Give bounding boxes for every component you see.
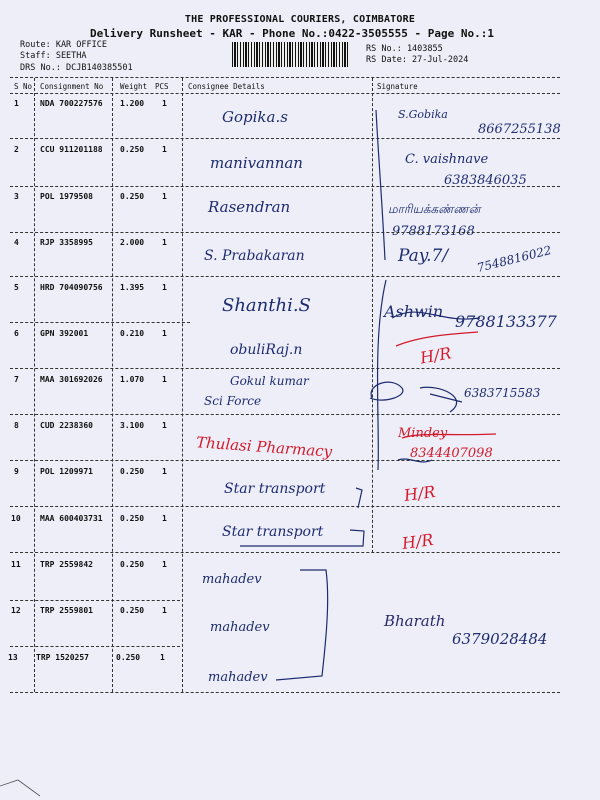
row-sno: 13 [8,653,18,662]
row-consignee: Thulasi Pharmacy [195,433,333,461]
row-signature: Ashwin [384,302,444,321]
row-pcs: 1 [162,560,167,569]
row-weight: 0.250 [120,192,145,201]
row-sno: 10 [11,514,21,523]
row-consignee: Gopika.s [222,108,288,126]
bracket-stroke [240,530,364,546]
row-pcs: 1 [162,238,167,247]
row-phone: 7548816022 [475,242,553,276]
row-signature: C. vaishnave [405,152,489,167]
row-weight: 0.250 [120,467,145,476]
col-details-header: Consignee Details [188,82,265,91]
row-consignment: MAA 301692026 [40,375,103,384]
company-title: THE PROFESSIONAL COURIERS, COIMBATORE [184,14,416,25]
row-signature: Bharath [384,612,446,630]
row-consignment: GPN 392001 [40,329,89,338]
row-phone: 8667255138 [478,122,561,137]
row-consignee: obuliRaj.n [230,342,303,358]
row-signature: Pay.7/ [398,246,449,266]
row-consignment: POL 1209971 [40,467,93,476]
row-weight: 0.250 [116,653,141,662]
row-sno: 4 [14,238,19,247]
row-pcs: 1 [162,283,167,292]
row-weight: 0.250 [120,514,145,523]
signature-margin-stroke [376,110,385,260]
row-mark: H/R [418,343,453,368]
row-consignment: TRP 1520257 [36,653,89,662]
row-consignee: manivannan [210,154,303,172]
row-signature: மாரியக்கண்ணன் [388,202,481,216]
row-sno: 8 [14,421,19,430]
row-consignee: mahadev [202,572,262,587]
row-sno: 1 [14,99,19,108]
col-pcs-header: PCS [155,82,169,91]
row-phone: 9788133377 [455,312,557,331]
row-phone: 6383715583 [464,386,541,400]
col-consignment-header: Consignment No [40,82,104,91]
row-consignee: mahadev [210,620,270,635]
row-consignment: HRD 704090756 [40,283,103,292]
row-consignment: POL 1979508 [40,192,93,201]
row-sno: 6 [14,329,19,338]
row-phone: 9788173168 [392,224,475,239]
row-pcs: 1 [160,653,165,662]
row-sno: 5 [14,283,19,292]
rs-number: RS No.: 1403855 [366,44,443,54]
row-consignee-line2: Sci Force [204,394,262,408]
rs-date: RS Date: 27-Jul-2024 [366,55,469,65]
row-weight: 0.250 [120,560,145,569]
row-pcs: 1 [162,329,167,338]
drs-number: DRS No.: DCJB140385501 [20,63,133,73]
scribble-stroke [370,382,403,400]
row-phone: 8344407098 [410,446,493,461]
brace-stroke [276,570,328,680]
row-consignment: CUD 2238360 [40,421,93,430]
row-consignment: TRP 2559801 [40,606,93,615]
row-weight: 0.250 [120,606,145,615]
col-signature-header: Signature [377,82,418,91]
row-consignment: MAA 600403731 [40,514,103,523]
runsheet-title: Delivery Runsheet - KAR - Phone No.:0422-3505555 - Page No.:1 [90,27,494,40]
row-consignee: Star transport [224,481,326,497]
route-label: Route: KAR OFFICE [20,40,107,50]
row-pcs: 1 [162,99,167,108]
row-sno: 7 [14,375,19,384]
row-consignee: Rasendran [208,198,291,216]
row-consignment: CCU 911201188 [40,145,103,154]
col-sno-header: S No [14,82,33,91]
row-weight: 0.250 [120,145,145,154]
signature-margin-stroke [378,280,387,470]
row-weight: 3.100 [120,421,145,430]
scribble-stroke [398,459,432,462]
row-phone: 6379028484 [452,630,548,648]
scribble-stroke [420,387,462,412]
row-sno: 12 [11,606,21,615]
row-pcs: 1 [162,514,167,523]
row-consignee: Shanthi.S [222,295,311,316]
page-corner-edge [0,780,40,796]
row-consignee: Star transport [222,524,324,540]
row-signature: S.Gobika [398,108,448,121]
row-pcs: 1 [162,375,167,384]
row-phone: 6383846035 [444,173,527,188]
row-weight: 2.000 [120,238,145,247]
bracket-stroke [356,488,362,508]
row-consignee: Gokul kumar [230,374,309,388]
row-weight: 1.070 [120,375,145,384]
row-sno: 9 [14,467,19,476]
col-weight-header: Weight [120,82,148,91]
row-signature: Mindey [398,426,448,441]
row-consignment: TRP 2559842 [40,560,93,569]
row-sno: 2 [14,145,19,154]
scribble-stroke [392,312,480,319]
row-consignee: mahadev [208,670,268,685]
row-consignee: S. Prabakaran [204,248,305,264]
staff-label: Staff: SEETHA [20,51,87,61]
row-mark: H/R [400,529,435,554]
row-pcs: 1 [162,606,167,615]
red-strike-stroke [402,434,496,438]
row-weight: 1.395 [120,283,145,292]
row-consignment: NDA 700227576 [40,99,103,108]
row-sno: 3 [14,192,19,201]
red-strike-stroke [396,332,478,346]
row-pcs: 1 [162,421,167,430]
row-consignment: RJP 3358995 [40,238,93,247]
row-weight: 1.200 [120,99,145,108]
row-mark: H/R [402,481,437,506]
row-pcs: 1 [162,145,167,154]
row-pcs: 1 [162,192,167,201]
row-sno: 11 [11,560,21,569]
row-pcs: 1 [162,467,167,476]
row-weight: 0.210 [120,329,145,338]
